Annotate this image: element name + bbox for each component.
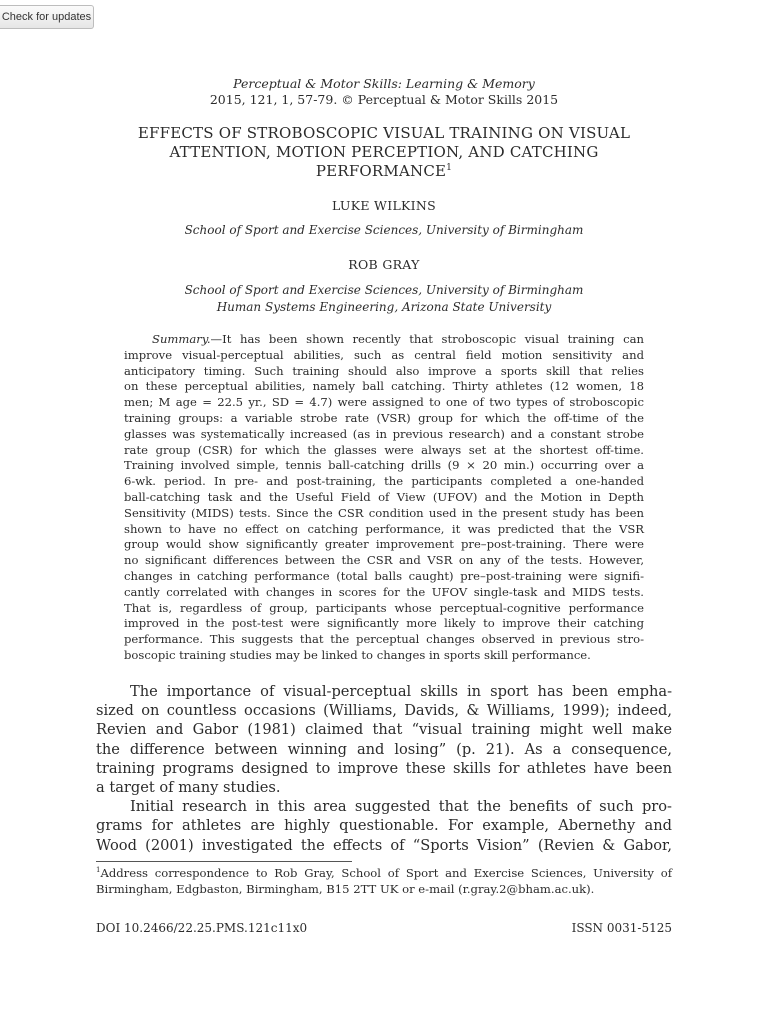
abstract-summary: [124, 332, 644, 664]
summary-line: men; M age = 22.5 yr., SD = 4.7) were assigned to one of two types of stroboscopic: [124, 395, 644, 410]
summary-line: glasses was systematically increased (as in previous research) and a constant strobe: [124, 426, 644, 441]
summary-line: boscopic training studies may be linked to changes in sports skill performance.: [124, 647, 591, 662]
body-line: grams for athletes are highly questionable. For example, Abernethy and: [96, 817, 672, 835]
summary-line: improve visual-perceptual abilities, such as central field motion sensitivity and: [124, 347, 644, 362]
summary-line: cantly correlated with changes in scores for the UFOV single-task and MIDS tests.: [124, 584, 644, 599]
body-line: Wood (2001) investigated the effects of “Sports Vision” (Revien & Gabor,: [96, 836, 672, 854]
footnote: [96, 866, 672, 897]
title-line: EFFECTS OF STROBOSCOPIC VISUAL TRAINING ON VISUAL: [137, 124, 631, 142]
author-affiliations: [96, 282, 672, 316]
body-line: The importance of visual-perceptual skills in sport has been empha-: [130, 683, 672, 700]
summary-line: training groups: a variable strobe rate (VSR) group for which the off-time of the: [124, 410, 644, 425]
check-for-updates-button[interactable]: Check for updates: [0, 5, 94, 29]
journal-citation: 2015, 121, 1, 57-79. © Perceptual & Motor Skills 2015: [209, 92, 559, 107]
summary-lead: Summary.: [152, 332, 211, 346]
summary-line: no significant differences between the CSR and VSR on any of the tests. However,: [124, 553, 644, 568]
body-line: Revien and Gabor (1981) claimed that “visual training might well make: [96, 721, 672, 739]
summary-line: 6-wk. period. In pre- and post-training, the participants completed a one-handed: [124, 474, 644, 489]
body-line: Initial research in this area suggested that the benefits of such pro-: [130, 798, 672, 816]
author-name: LUKE WILKINS: [331, 198, 437, 213]
doi-label: DOI 10.2466/22.25.PMS.121c11x0: [96, 921, 308, 935]
summary-line: Summary.—It has been shown recently that stroboscopic visual training can: [152, 332, 644, 346]
affiliation-line: Human Systems Engineering, Arizona State University: [216, 300, 552, 314]
body-line: a target of many studies.: [96, 778, 281, 796]
summary-line: on these perceptual abilities, namely ball catching. Thirty athletes (12 women, 18: [124, 379, 644, 394]
footnote-mark: 1: [96, 866, 101, 875]
footnote-divider: [96, 861, 352, 862]
summary-line: Training involved simple, tennis ball-catching drills (9 × 20 min.) occurring over a: [124, 458, 644, 473]
journal-name: Perceptual & Motor Skills: Learning & Memory: [233, 76, 535, 91]
body-line: the difference between winning and losing” (p. 21). As a consequence,: [96, 740, 672, 758]
issn-label: ISSN 0031-5125: [571, 921, 672, 935]
summary-line: That is, regardless of group, participants whose perceptual-cognitive performance: [124, 600, 644, 615]
summary-line: rate group (CSR) for which the glasses were always set at the shortest off-time.: [124, 442, 644, 457]
title-line: ATTENTION, MOTION PERCEPTION, AND CATCHING: [169, 143, 599, 161]
title-footnote-mark: 1: [446, 163, 453, 173]
author-affiliation: School of Sport and Exercise Sciences, University of Birmingham: [184, 223, 584, 237]
article-title: [96, 124, 672, 181]
summary-line: group would show significantly greater improvement pre–post-training. There were: [124, 537, 644, 552]
footnote-line: Birmingham, Edgbaston, Birmingham, B15 2TT UK or e-mail (r.gray.2@bham.ac.uk).: [96, 881, 595, 896]
body-paragraph: [96, 682, 672, 797]
footnote-line: $^1$Address correspondence to Rob Gray, School of Sport and Exercise Sciences, University of: [96, 866, 672, 880]
summary-line: shown to have no effect on catching performance, it was predicted that the VSR: [124, 521, 644, 536]
summary-line: changes in catching performance (total balls caught) pre–post-training were signifi-: [124, 568, 644, 583]
summary-line: Sensitivity (MIDS) tests. Since the CSR condition used in the present study has been: [124, 505, 644, 520]
summary-line: ball-catching task and the Useful Field of View (UFOV) and the Motion in Depth: [124, 489, 644, 504]
body-paragraph: [96, 797, 672, 855]
body-text: [96, 682, 672, 855]
title-line: PERFORMANCE$^1$: [315, 162, 453, 180]
body-line: sized on countless occasions (Williams, Davids, & Williams, 1999); indeed,: [96, 702, 672, 720]
author-name: ROB GRAY: [348, 257, 420, 272]
summary-line: anticipatory timing. Such training should also improve a sports skill that relies: [124, 363, 644, 378]
journal-header: [96, 76, 672, 108]
body-line: training programs designed to improve these skills for athletes have been: [96, 759, 672, 777]
summary-line: performance. This suggests that the perceptual changes observed in previous stro-: [124, 632, 644, 647]
summary-line: improved in the post-test were significantly more likely to improve their catching: [124, 616, 644, 631]
affiliation-line: School of Sport and Exercise Sciences, University of Birmingham: [184, 283, 584, 297]
